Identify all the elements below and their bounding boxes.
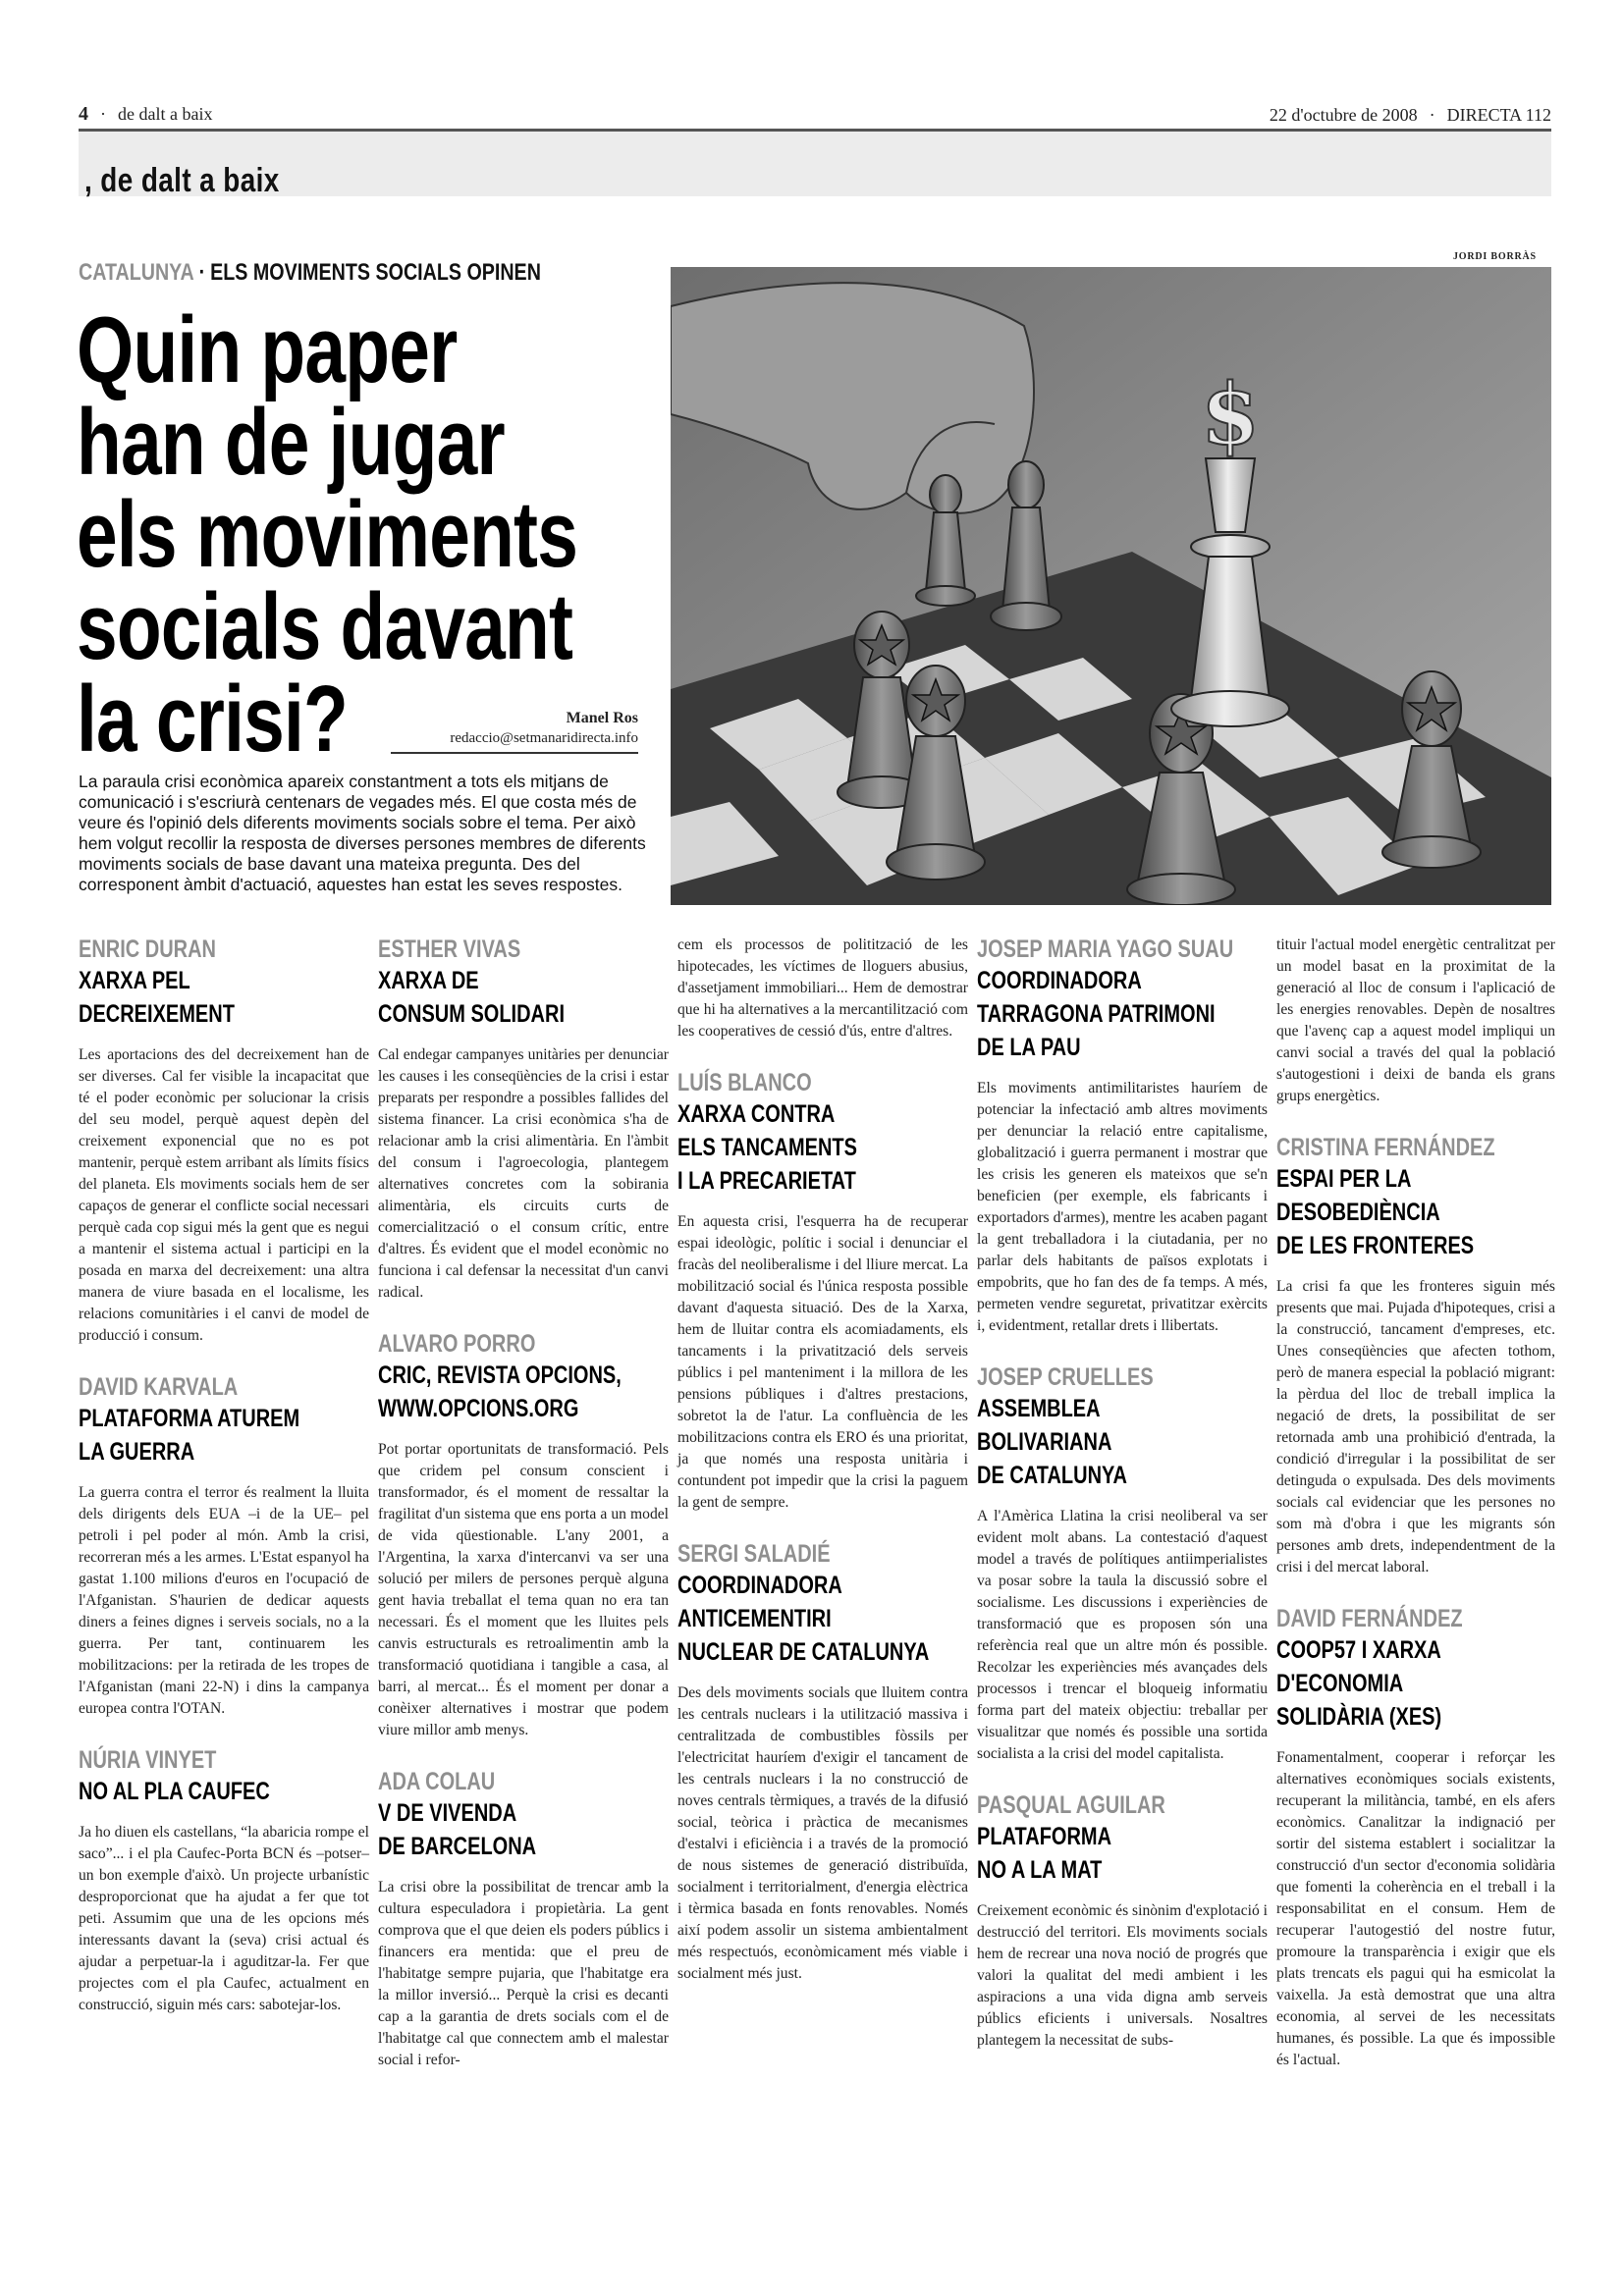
- contributor-name: NÚRIA VINYET: [79, 1746, 217, 1774]
- section-band: [79, 132, 1551, 199]
- opinion-body: Creixement econòmic és sinònim d'explotació i destrucció del territori. Els moviments socials hem de recrear una nova noció de progrés que valori la qualitat del medi ambient i les aspiracions a una vida digna amb serveis públics eficients i universals. Nosaltres plantegem la necessitat de subs-: [977, 1902, 1268, 2049]
- opinion-continuation: [1276, 934, 1555, 1107]
- org-line: DE BARCELONA: [378, 1833, 537, 1860]
- column-1: [79, 934, 369, 2042]
- org-line: COORDINADORA: [677, 1572, 842, 1599]
- org-line: CONSUM SOLIDARI: [378, 1000, 565, 1028]
- opinion-entry: [378, 934, 669, 1304]
- org-line: NO A LA MAT: [977, 1856, 1103, 1884]
- org-line: PLATAFORMA: [977, 1823, 1112, 1850]
- opinion-entry: [977, 1790, 1268, 2052]
- kicker-topic: ELS MOVIMENTS SOCIALS OPINEN: [210, 259, 541, 286]
- kicker-region: CATALUNYA: [79, 259, 194, 286]
- contributor-name: SERGI SALADIÉ: [677, 1540, 831, 1568]
- publication-name: DIRECTA 112: [1446, 105, 1551, 125]
- org-line: I LA PRECARIETAT: [677, 1167, 856, 1195]
- org-line: BOLIVARIANA: [977, 1428, 1112, 1456]
- opinion-body: Els moviments antimilitaristes hauríem de potenciar la infectació amb altres moviments per denunciar la relació entre capitalisme, globalització i guerra permanent i mostrar que les crisis les generen els mateixos que se'n beneficien (per exemple, els fabricants i exportadors d'armes), mentre les acaben pagant la gent treballadora i la ciutadania, per no parlar dels habitants de països explotats i empobrits, que ho fan des de fa temps. A més, permeten vendre seguretat, privatitzar exèrcits i, evidentment, retallar drets i llibertats.: [977, 1080, 1268, 1334]
- org-line: V DE VIVENDA: [378, 1799, 517, 1827]
- org-line: XARXA DE: [378, 967, 479, 994]
- organization-name: [79, 1402, 311, 1468]
- running-head-section: de dalt a baix: [118, 104, 213, 124]
- opinion-entry: [79, 934, 369, 1347]
- running-head-right: [1270, 105, 1551, 126]
- opinion-entry: [1276, 1604, 1555, 2071]
- running-head-left: [79, 103, 212, 126]
- opinion-entry: [1276, 1133, 1555, 1578]
- section-title: , de dalt a baix: [84, 162, 280, 199]
- org-line: D'ECONOMIA: [1276, 1670, 1404, 1697]
- opinion-body: Fonamentalment, cooperar i reforçar les alternatives econòmiques socials existents, recuperant la militància, també, en els afers econòmics. Canalitzar la indignació per sortir del sistema establert i socialitzar la construcció d'un sector d'economia solidària que fomenti la coherència en el treball i la responsabilitat en el consum. Hem de recuperar l'autogestió del nostre futur, promoure la transparència i exigir que els plats trencats els pagui qui ha esmicolat la vaixella. Ja està demostrat que una altra economia, al servei de les necessitats humanes, és possible. La que és impossible és l'actual.: [1276, 1749, 1555, 2068]
- opinion-entry: [79, 1372, 369, 1720]
- opinion-body: Ja ho diuen els castellans, “la abaricia rompe el saco”... i el pla Caufec-Porta BCN és –potser– un bon exemple d'això. Un projecte urbanístic desproporcionat que ha ajudat a fer que tot peti. Assumim que una de les opcions més interessants davant la (seva) crisi actual és ajudar a perpetuar-la i aguditzar-la. Fer que projectes com el pla Caufec, actualment en construcció, siguin més cars: sabotejar-los.: [79, 1824, 369, 2013]
- organization-name: [977, 1392, 1210, 1492]
- opinion-body: Cal endegar campanyes unitàries per denunciar les causes i les conseqüències de la crisi i estar preparats per respondre a possibles fallides del sistema financer. La crisi econòmica s'ha de relacionar amb la crisi alimentària. En l'àmbit del consum i l'agroecologia, plantegem alternatives concretes com la sobirania alimentària, els circuits curts de comercialització o el consum crític, entre d'altres. És evident que el model econòmic no funciona i cal defensar la necessitat d'un canvi radical.: [378, 1046, 669, 1301]
- org-line: NO AL PLA CAUFEC: [79, 1778, 270, 1805]
- headline-line: socials davant: [77, 574, 573, 679]
- page-number: 4: [79, 103, 88, 125]
- separator-dot: ·: [198, 259, 206, 286]
- contributor-name: DAVID KARVALA: [79, 1373, 239, 1401]
- chess-illustration: [671, 267, 1551, 905]
- organization-name: [79, 964, 311, 1031]
- org-line: ESPAI PER LA: [1276, 1165, 1412, 1193]
- kicker: [79, 259, 541, 287]
- byline-email[interactable]: redaccio@setmanaridirecta.info: [450, 730, 638, 746]
- contributor-name: LUÍS BLANCO: [677, 1069, 812, 1096]
- org-line: ELS TANCAMENTS: [677, 1134, 857, 1161]
- org-line: DE LA PAU: [977, 1034, 1081, 1061]
- organization-name: [378, 1796, 611, 1863]
- opinion-body-continued: cem els processos de politització de les hipotecades, les víctimes de lloguers abusius, d'assetjament immobiliari... Hem de demostrar que hi ha alternatives a la mercantilització com les cooperatives de cessió d'ús, entre d'altres.: [677, 936, 968, 1040]
- byline: [391, 709, 638, 754]
- opinion-entry: [378, 1767, 669, 2071]
- org-line: DE CATALUNYA: [977, 1462, 1127, 1489]
- contributor-name: ESTHER VIVAS: [378, 935, 521, 963]
- column-2: [378, 934, 669, 2097]
- org-line: ANTICEMENTIRI: [677, 1605, 832, 1632]
- opinion-body: La guerra contra el terror és realment la lluita dels dirigents dels EUA –i de la UE– pel petroli i pel poder al món. Amb la crisi, recorreran més a les armes. L'Estat espanyol ha gastat 1.100 milions d'euros en l'ocupació de l'Afganistan. S'haurien de dedicar aquests diners a feines dignes i serveis socials, no a la guerra. Per tant, continuarem les mobilitzacions: per la retirada de les tropes de l'Afganistan (mani 22-N) i dins la campanya europea contra l'OTAN.: [79, 1484, 369, 1717]
- issue-date: 22 d'octubre de 2008: [1269, 105, 1418, 125]
- organization-name: [1276, 1633, 1499, 1734]
- organization-name: [1276, 1162, 1499, 1262]
- opinion-body: La crisi fa que les fronteres siguin més presents que mai. Pujada d'hipoteques, crisi a la construcció, tancament d'empreses, etc. Unes conseqüències que afecten tothom, però de manera especial la població migrant: la pèrdua del lloc de treball implica la negació de drets, la possibilitat de ser retornada amb una prohibició d'entrada, la condició d'irregular i la possibilitat de ser detinguda o expulsada. Des dels moviments socials cal evidenciar que les persones no som mà d'obra i que les migrants són persones amb drets, independentment de la crisi i del mercat laboral.: [1276, 1278, 1555, 1575]
- organization-name: [977, 1820, 1210, 1887]
- column-3: [677, 934, 968, 2010]
- contributor-name: ADA COLAU: [378, 1768, 496, 1795]
- opinion-continuation: [677, 934, 968, 1042]
- contributor-name: JOSEP CRUELLES: [977, 1363, 1154, 1391]
- separator-dot: ·: [100, 104, 106, 124]
- contributor-name: JOSEP MARIA YAGO SUAU: [977, 935, 1234, 963]
- column-4: [977, 934, 1268, 2077]
- illustration-credit: JORDI BORRÀS: [1453, 251, 1537, 262]
- opinion-body: Pot portar oportunitats de transformació. Pels que cridem pel consum conscient i transformador, és el moment de ressaltar la fragilitat d'un sistema que ens porta a un model de vida qüestionable. L'any 2001, a l'Argentina, la xarxa d'intercanvi va ser una solució per milers de persones perquè alguna gent havia treballat el tema quan no era tan necessari. És el moment que les lluites pels canvis estructurals es retroalimentin amb la transformació quotidiana i tangible a casa, al barri, al mercat... És el moment per donar a conèixer alternatives i mostrar que podem viure millor amb menys.: [378, 1441, 669, 1738]
- organization-name: [79, 1775, 311, 1808]
- org-line: COOP57 I XARXA: [1276, 1636, 1441, 1664]
- running-head: [79, 96, 1551, 126]
- opinion-entry: [977, 1362, 1268, 1765]
- org-line: XARXA CONTRA: [677, 1100, 836, 1128]
- opinion-body: La crisi obre la possibilitat de trencar amb la cultura especuladora i propietària. La gent comprova que el que deien els poders públics i financers era mentida: que el preu de l'habitatge sempre pujaria, que l'habitatge era la millor inversió... Perquè la crisi es decanti cap a la garantia de drets socials com el de l'habitatge cal que connectem amb el malestar social i refor-: [378, 1879, 669, 2068]
- headline: [77, 297, 628, 772]
- opinion-body: A l'Amèrica Llatina la crisi neoliberal va ser evident molt abans. La contestació d'aquest model a través de polítiques antiimperialistes va posar sobre la taula la discussió sobre el socialisme. Les discussions i experiències de transformació que es proposen són una referència real que un altre món és possible. Recolzar les experiències més avançades dels processos i trencar el bloqueig informatiu forma part del mateix objectiu: treballar per visualitzar que només és possible una sortida socialista a la crisi del model capitalista.: [977, 1508, 1268, 1762]
- opinion-body: En aquesta crisi, l'esquerra ha de recuperar espai ideològic, polític i social i denunciar el fracàs del neoliberalisme i del lliure mercat. La mobilització social és l'única resposta possible davant d'aquesta situació. Des de la Xarxa, hem de lluitar contra els acomiadaments, els tancaments i la privatització dels serveis públics i pel manteniment i la millora de les pensions públiques i d'altres prestacions, sobretot la de l'atur. La confluència de les mobilitzacions contra els ERO és una prioritat, ja que només una resposta unitària i contundent pot impedir que la crisi la paguem la gent de sempre.: [677, 1213, 968, 1511]
- contributor-name: ENRIC DURAN: [79, 935, 216, 963]
- headline-line: la crisi?: [77, 667, 349, 772]
- opinion-body-continued: tituir l'actual model energètic centralitzat per un model basat en la proximitat de la generació al lloc de consum i l'aplicació de les energies renovables. Depèn de nosaltres que l'avenç cap a aquest model impliqui un canvi social a través del qual la població s'autogestioni i deixi de banda els grans grups energètics.: [1276, 936, 1555, 1104]
- opinion-entry: [378, 1329, 669, 1741]
- byline-name: Manel Ros: [566, 710, 638, 726]
- organization-name: [378, 964, 611, 1031]
- separator-dot: ·: [1429, 105, 1435, 125]
- organization-name: [677, 1569, 930, 1669]
- org-line: NUCLEAR DE CATALUNYA: [677, 1638, 930, 1666]
- org-line[interactable]: WWW.OPCIONS.ORG: [378, 1395, 579, 1422]
- org-line: ASSEMBLEA: [977, 1395, 1101, 1422]
- contributor-name: DAVID FERNÁNDEZ: [1276, 1605, 1463, 1632]
- opinion-entry: [677, 1068, 968, 1514]
- svg-text:$: $: [1201, 365, 1260, 464]
- opinion-body: Des dels moviments socials que lluitem contra les centrals nuclears i la utilització massiva i centralitzada de combustibles fòssils per l'electricitat hauríem d'exigir el tancament de les centrals nuclears i la no construcció de noves centrals tèrmiques, a través de la difusió social, teòrica i pràctica de mecanismes d'estalvi i eficiència i a través de la promoció de nous sistemes de generació distribuïda, socialment i territorialment, d'energia elèctrica i tèrmica basada en fonts renovables. Només així podem assolir un sistema ambientalment més respectuós, econòmicament més viable i socialment més just.: [677, 1684, 968, 1982]
- org-line: DE LES FRONTERES: [1276, 1232, 1475, 1259]
- org-line: COORDINADORA: [977, 967, 1142, 994]
- org-line: DECREIXEMENT: [79, 1000, 235, 1028]
- org-line: LA GUERRA: [79, 1438, 195, 1466]
- opinion-body: Les aportacions des del decreixement han de ser diverses. Cal fer visible la incapacitat que té el poder econòmic per solucionar la crisis del seu model, perquè aquest depèn del creixement exponencial que no es pot mantenir, perquè estem arribant als límits físics del planeta. Els moviments socials hem de ser capaços de generar el conflicte social necessari perquè cada cop sigui més la gent que es negui a mantenir el sistema actual i participi en la posada en marxa del decreixement: una altra manera de viure basada en el localisme, les relacions comunitàries i el canvi de model de producció i consum.: [79, 1046, 369, 1344]
- contributor-name: PASQUAL AGUILAR: [977, 1791, 1165, 1819]
- headline-line: els moviments: [77, 482, 578, 587]
- column-5: [1276, 934, 1555, 2097]
- org-line: SOLIDÀRIA (XES): [1276, 1703, 1442, 1731]
- opinion-entry: [977, 934, 1268, 1337]
- org-line: DESOBEDIÈNCIA: [1276, 1199, 1440, 1226]
- opinion-entry: [677, 1539, 968, 1985]
- organization-name: [677, 1097, 910, 1198]
- organization-name: [378, 1359, 622, 1425]
- org-line: CRIC, REVISTA OPCIONS,: [378, 1362, 622, 1389]
- org-line: TARRAGONA PATRIMONI: [977, 1000, 1216, 1028]
- contributor-name: ALVARO PORRO: [378, 1330, 536, 1358]
- headline-line: Quin paper: [77, 297, 458, 402]
- org-line: XARXA PEL: [79, 967, 190, 994]
- contributor-name: CRISTINA FERNÁNDEZ: [1276, 1134, 1495, 1161]
- org-line: PLATAFORMA ATUREM: [79, 1405, 300, 1432]
- headline-line: han de jugar: [77, 390, 505, 495]
- organization-name: [977, 964, 1216, 1064]
- opinion-entry: [79, 1745, 369, 2016]
- lede-paragraph: La paraula crisi econòmica apareix constantment a tots els mitjans de comunicació i s'escriurà centenars de vegades més. El que costa més de veure és l'opinió dels diferents moviments socials sobre el tema. Per això hem volgut recollir la resposta de diverses persones membres de diferents moviments socials de base davant una mateixa pregunta. Des del corresponent àmbit d'actuació, aquestes han estat les seves respostes.: [79, 772, 646, 894]
